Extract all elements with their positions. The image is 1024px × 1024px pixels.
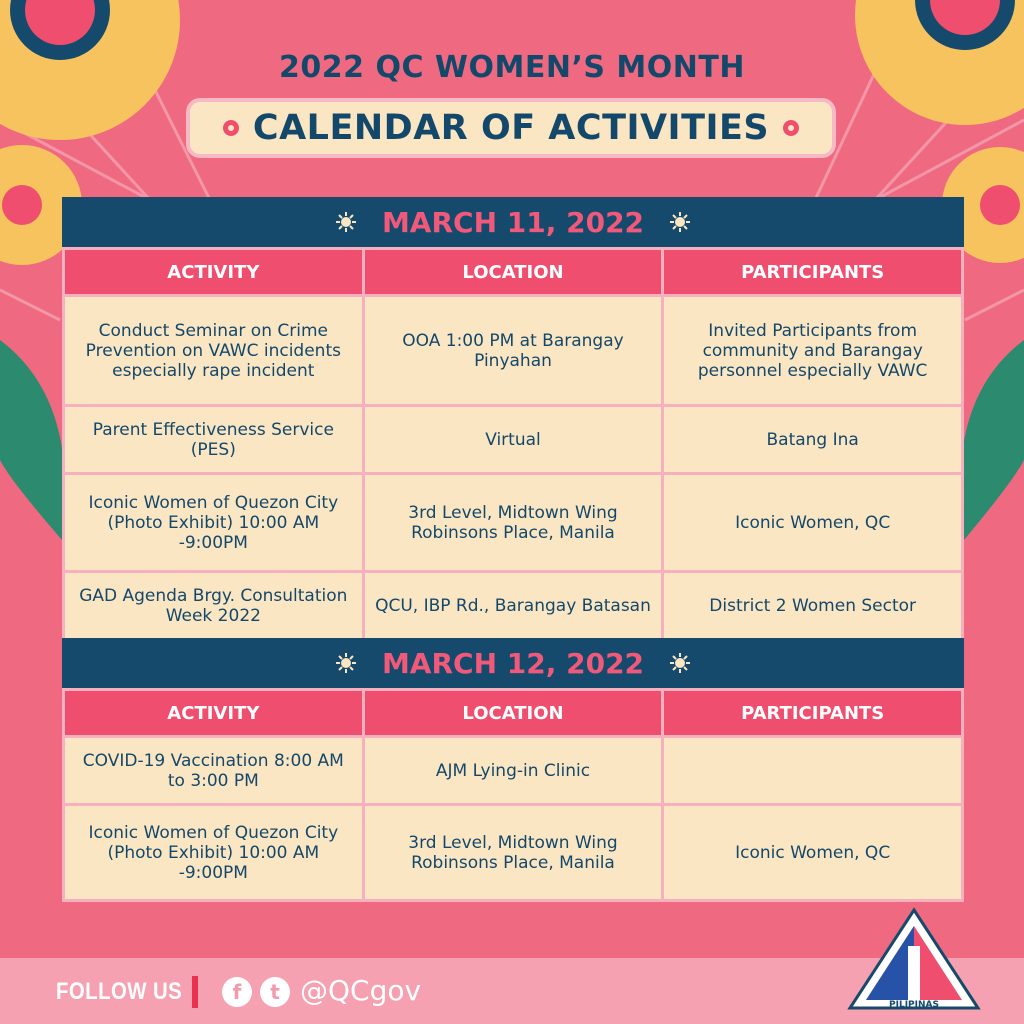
activity-cell: Iconic Women of Quezon City (Photo Exhibit) 10:00 AM -9:00PM — [64, 805, 364, 901]
sun-icon — [336, 653, 356, 673]
sun-icon — [670, 212, 690, 232]
table-row — [64, 572, 963, 640]
facebook-icon[interactable]: f — [222, 977, 252, 1007]
quezon-city-seal — [846, 906, 982, 1012]
page-title: 2022 QC WOMEN’S MONTH — [279, 50, 745, 85]
title-banner — [186, 98, 836, 158]
twitter-icon[interactable]: t — [260, 977, 290, 1007]
sun-icon — [336, 212, 356, 232]
location-cell: OOA 1:00 PM at Barangay Pinyahan — [363, 296, 663, 406]
activity-cell: Conduct Seminar on Crime Prevention on VAWC incidents especially rape incident — [64, 296, 364, 406]
section-date: MARCH 11, 2022 — [381, 205, 645, 239]
activity-cell: Parent Effectiveness Service (PES) — [64, 406, 364, 474]
schedule-table — [62, 247, 964, 641]
activity-cell: GAD Agenda Brgy. Consultation Week 2022 — [64, 572, 364, 640]
participants-cell: Iconic Women, QC — [663, 474, 963, 572]
location-cell: 3rd Level, Midtown Wing Robinsons Place, Manila — [363, 474, 663, 572]
participants-cell: Batang Ina — [663, 406, 963, 474]
section-date: MARCH 12, 2022 — [381, 646, 645, 680]
participants-cell: Invited Participants from community and Barangay personnel especially VAWC — [663, 296, 963, 406]
table-row — [64, 805, 963, 901]
column-header: ACTIVITY — [64, 249, 364, 296]
activity-cell: COVID-19 Vaccination 8:00 AM to 3:00 PM — [64, 737, 364, 805]
column-header: ACTIVITY — [64, 690, 364, 737]
location-cell: Virtual — [363, 406, 663, 474]
table-row — [64, 296, 963, 406]
follow-us-label: FOLLOW US — [56, 978, 183, 1005]
location-cell: AJM Lying-in Clinic — [363, 737, 663, 805]
column-header: PARTICIPANTS — [663, 249, 963, 296]
column-header: PARTICIPANTS — [663, 690, 963, 737]
flower-icon — [783, 120, 799, 136]
page-subtitle: CALENDAR OF ACTIVITIES — [252, 108, 770, 148]
table-row — [64, 737, 963, 805]
date-bar — [62, 638, 964, 688]
participants-cell — [663, 737, 963, 805]
date-bar — [62, 197, 964, 247]
column-header: LOCATION — [363, 249, 663, 296]
table-row — [64, 406, 963, 474]
activity-cell: Iconic Women of Quezon City (Photo Exhibit) 10:00 AM -9:00PM — [64, 474, 364, 572]
social-handle[interactable]: @QCgov — [300, 974, 422, 1007]
seal-text: PILIPINAS — [889, 1000, 939, 1010]
location-cell: QCU, IBP Rd., Barangay Batasan — [363, 572, 663, 640]
sun-icon — [670, 653, 690, 673]
table-row — [64, 474, 963, 572]
schedule-table — [62, 688, 964, 902]
location-cell: 3rd Level, Midtown Wing Robinsons Place, Manila — [363, 805, 663, 901]
participants-cell: District 2 Women Sector — [663, 572, 963, 640]
flower-icon — [223, 120, 239, 136]
participants-cell: Iconic Women, QC — [663, 805, 963, 901]
divider — [192, 976, 198, 1008]
column-header: LOCATION — [363, 690, 663, 737]
